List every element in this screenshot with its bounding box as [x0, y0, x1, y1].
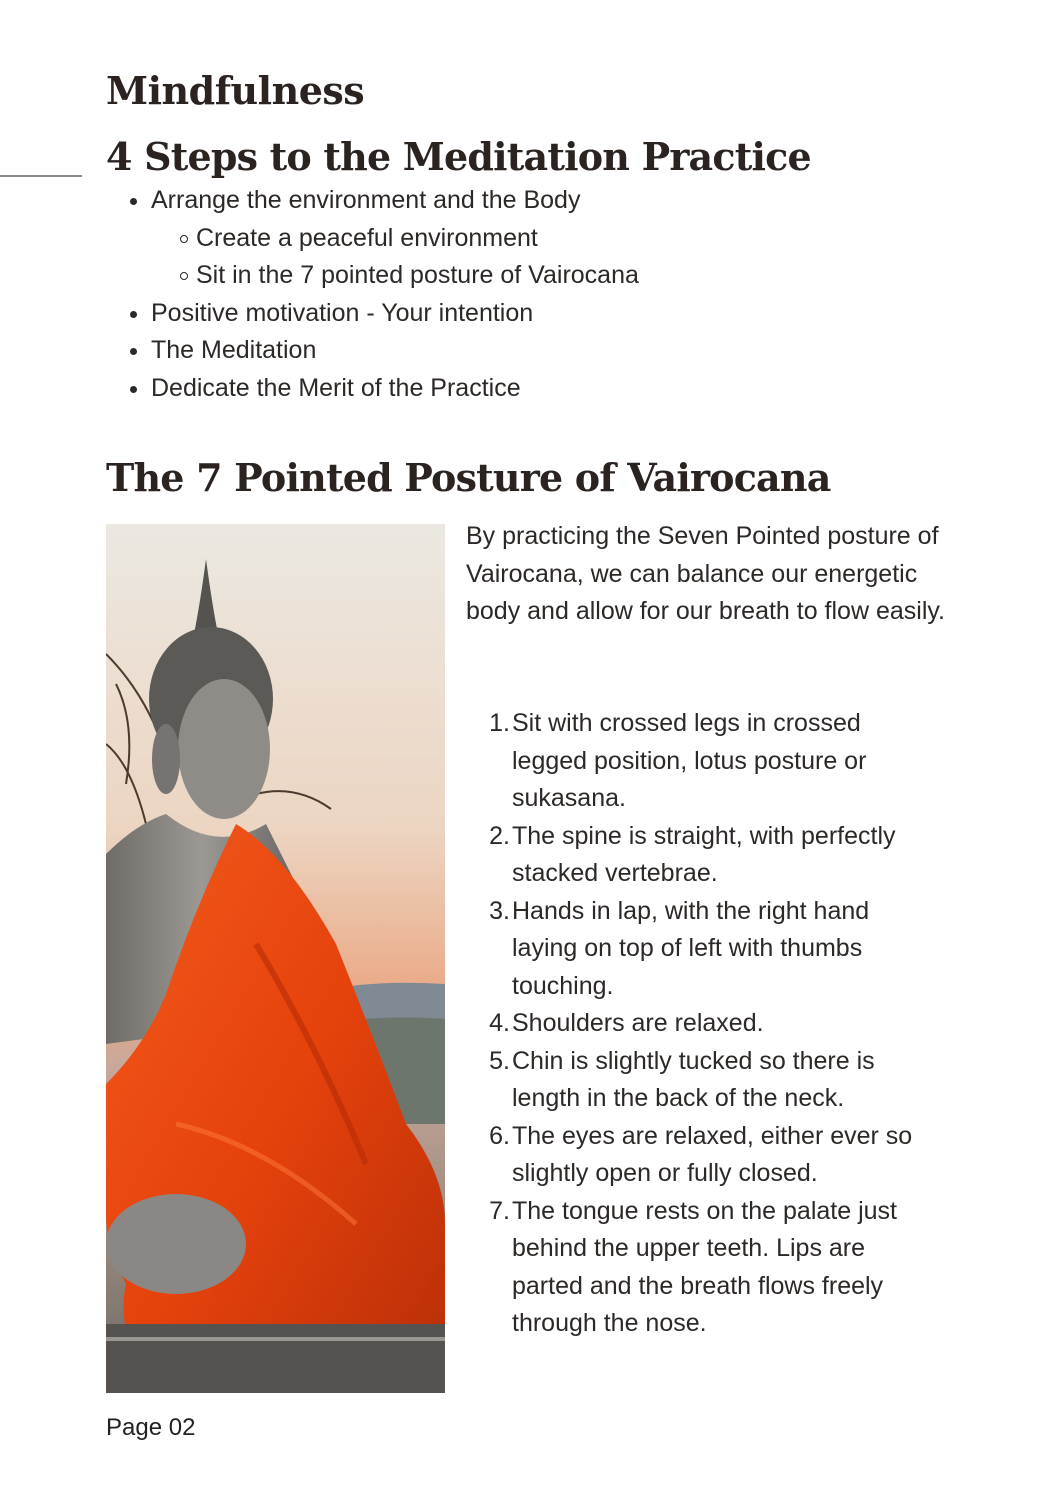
list-item	[466, 893, 936, 1006]
point-text: The eyes are relaxed, either ever so slightly open or fully closed.	[512, 1121, 913, 1187]
point-number: 7.	[489, 1196, 510, 1225]
point-text: Chin is slightly tucked so there is length in the back of the neck.	[512, 1046, 875, 1112]
list-item	[466, 705, 936, 818]
point-number: 4.	[489, 1009, 510, 1037]
sub-list	[151, 220, 639, 295]
point-number: 2.	[489, 821, 510, 850]
list-item	[466, 1005, 936, 1043]
point-text: The tongue rests on the palate just behind the upper teeth. Lips are parted and the breath flows freely through the nose.	[512, 1196, 897, 1337]
posture-points-list	[466, 705, 936, 1343]
steps-heading: 4 Steps to the Meditation Practice	[106, 134, 811, 179]
page-number: Page 02	[106, 1414, 196, 1441]
point-number: 3.	[489, 896, 510, 925]
step-label: Arrange the environment and the Body	[151, 186, 581, 214]
point-number: 6.	[489, 1121, 510, 1150]
list-item	[466, 1118, 936, 1193]
list-item: Sit in the 7 pointed posture of Vairocana	[106, 257, 639, 295]
list-item: Dedicate the Merit of the Practice	[106, 370, 639, 408]
list-item: Create a peaceful environment	[106, 220, 639, 258]
list-item: Positive motivation - Your intention	[106, 295, 639, 333]
buddha-statue-image	[106, 524, 445, 1393]
document-title: Mindfulness	[106, 68, 365, 113]
steps-list	[106, 182, 639, 407]
divider-line	[0, 175, 82, 177]
point-text: Sit with crossed legs in crossed legged position, lotus posture or sukasana.	[512, 709, 867, 812]
list-item: The Meditation	[106, 332, 639, 370]
list-item	[466, 1193, 936, 1343]
posture-intro: By practicing the Seven Pointed posture of Vairocana, we can balance our energetic body and allow for our breath to flow easily.	[466, 522, 945, 625]
list-item	[466, 818, 936, 893]
point-text: The spine is straight, with perfectly stacked vertebrae.	[512, 821, 896, 887]
posture-heading: The 7 Pointed Posture of Vairocana	[106, 455, 831, 500]
point-number: 1.	[489, 709, 510, 737]
point-number: 5.	[489, 1046, 510, 1075]
point-text: Shoulders are relaxed.	[512, 1009, 764, 1037]
point-text: Hands in lap, with the right hand laying on top of left with thumbs touching.	[512, 896, 870, 1000]
list-item	[466, 1043, 936, 1118]
list-item	[106, 182, 639, 295]
